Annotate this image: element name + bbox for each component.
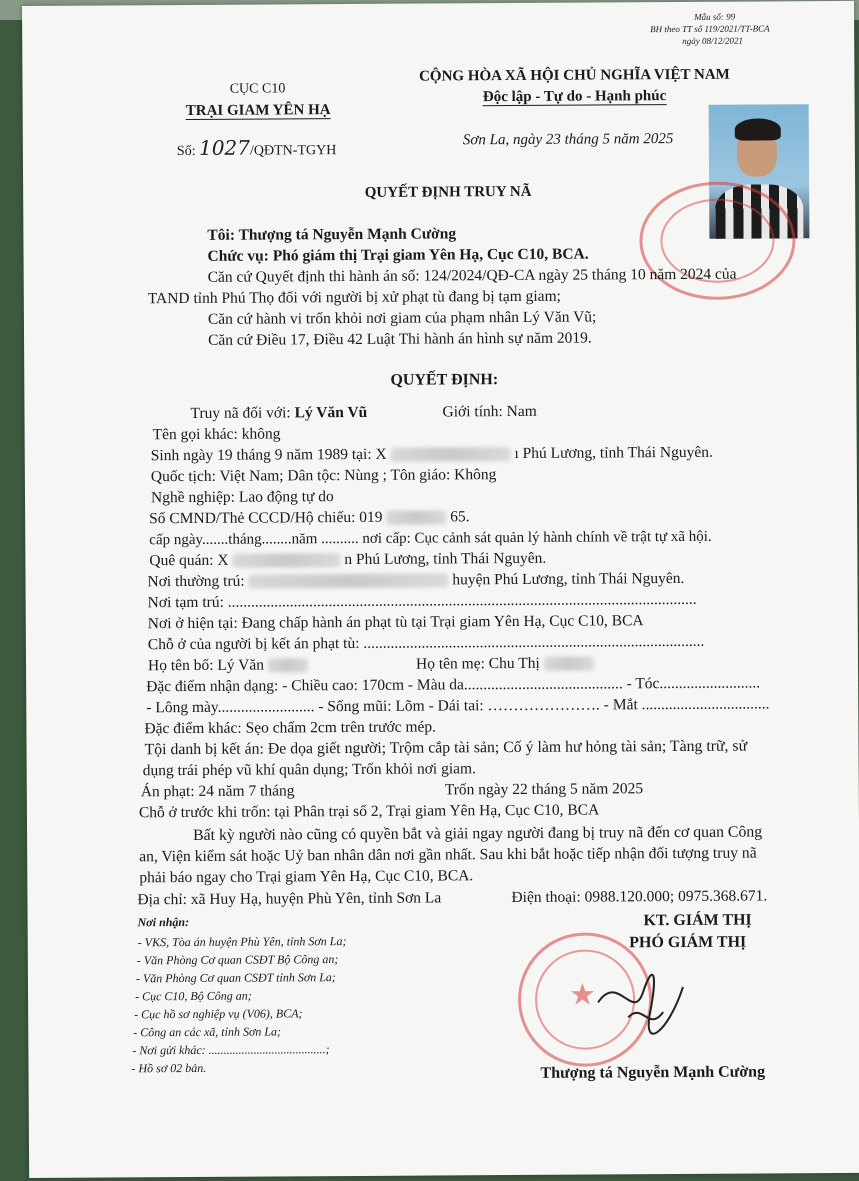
signature-title-1: KT. GIÁM THỊ (643, 911, 752, 930)
place-before-escape: Chỗ ở trước khi trốn: tại Phân trại số 2, Trại giam Yên Hạ, Cục C10, BCA (138, 801, 600, 822)
residence-part-b: huyện Phú Lương, tỉnh Thái Nguyên. (452, 569, 685, 589)
issuer-position: Chức vụ: Phó giám thị Trại giam Yên Hạ, Cục C10, BCA. (207, 245, 589, 265)
redaction-blur (248, 574, 448, 589)
current-place: Nơi ở hiện tại: Đang chấp hành án phạt tù tại Trại giam Yên Hạ, Cục C10, BCA (147, 612, 644, 633)
crimes-a: Tội danh bị kết án: Đe dọa giết người; Trộm cắp tài sản; Cố ý làm hư hỏng tài sản; Tàng trữ, sử (144, 737, 748, 759)
birth-part-a: Sinh ngày 19 tháng 9 năm 1989 tại: X (150, 445, 387, 465)
unit-name-text: TRẠI GIAM YÊN HẠ (185, 102, 331, 120)
basis-1b: TAND tỉnh Phú Thọ đối với người bị xử phạt tù đang bị tạm giam; (147, 287, 561, 308)
document-page (22, 1, 859, 1178)
country-name: CỘNG HÒA XÃ HỘI CHỦ NGHĨA VIỆT NAM (419, 66, 730, 85)
issuer-name: Tôi: Thượng tá Nguyễn Mạnh Cường (207, 225, 457, 244)
id-issue: cấp ngày.......tháng........năm .......... nơi cấp: Cục cảnh sát quản lý hành chính về trật tự xã hội. (149, 528, 712, 549)
seal-star-icon: ★ (568, 978, 597, 1012)
alias: Tên gọi khác: không (152, 425, 281, 444)
number-suffix: /QĐTN-TGYH (249, 143, 337, 159)
redaction-blur (391, 447, 511, 462)
signer-name: Thượng tá Nguyễn Mạnh Cường (540, 1063, 766, 1082)
father-label: Họ tên bố: Lý Văn (147, 656, 265, 675)
form-note-line3: ngày 08/12/2021 (682, 35, 744, 46)
redaction-blur (268, 659, 308, 673)
residence-part-a: Nơi thường trú: (147, 572, 245, 591)
basis-1a: Căn cứ Quyết định thi hành án số: 124/2024/QĐ-CA ngày 25 tháng 10 năm 2024 của (207, 265, 737, 286)
form-note-line1: Mẫu số: 99 (694, 11, 736, 22)
agency-name: CỤC C10 (229, 81, 286, 97)
id-number (149, 508, 470, 528)
features-b: - Lông mày......................... - Sống mũi: Lõm - Dái tai: …………………. - Mắt ................................. (146, 695, 770, 717)
recipients-heading: Nơi nhận: (137, 914, 190, 930)
signature-title-2: PHÓ GIÁM THỊ (629, 933, 747, 952)
decision-heading: QUYẾT ĐỊNH: (390, 371, 499, 389)
mother-name (416, 655, 594, 674)
recipient-item: - Văn Phòng Cơ quan CSĐT tỉnh Sơn La; (135, 970, 336, 986)
motto-text: Độc lập - Tự do - Hạnh phúc (482, 88, 667, 106)
gender: Giới tính: Nam (442, 402, 537, 421)
recipient-item: - Cục hồ sơ nghiệp vụ (V06), BCA; (134, 1006, 303, 1022)
hometown-part-a: Quê quán: X (149, 551, 229, 570)
form-note-line2: BH theo TT số 119/2021/TT-BCA (650, 23, 770, 35)
wanted-label: Truy nã đối với: (190, 404, 291, 422)
mother-label: Họ tên mẹ: Chu Thị (415, 654, 540, 673)
notice-b: an, Viện kiểm sát hoặc Uỷ ban nhân dân nơi gần nhất. Sau khi bắt hoặc tiếp nhận đối tượng truy nã (139, 844, 757, 866)
father-name (148, 656, 308, 675)
place-date: Sơn La, ngày 23 tháng 5 năm 2025 (462, 131, 674, 149)
birth-part-b: ı Phú Lương, tỉnh Thái Nguyên. (514, 443, 713, 463)
hometown (149, 550, 546, 570)
recipient-item: - Văn Phòng Cơ quan CSĐT Bộ Công an; (136, 952, 339, 968)
basis-3: Căn cứ Điều 17, Điều 42 Luật Thi hành án hình sự năm 2019. (207, 329, 592, 349)
sentence: Án phạt: 24 năm 7 tháng (140, 782, 295, 801)
recipient-item: - Hồ sơ 02 bản. (131, 1060, 207, 1076)
unit-name (171, 101, 346, 120)
recipient-item: - Nơi gửi khác: .......................................; (132, 1042, 330, 1058)
basis-2: Căn cứ hành vi trốn khỏi nơi giam của phạm nhân Lý Văn Vũ; (207, 308, 597, 328)
contact-address: Địa chỉ: xã Huy Hạ, huyện Phù Yên, tỉnh Sơn La (137, 889, 442, 909)
id-part-a: Số CMND/Thẻ CCCD/Hộ chiếu: 019 (149, 508, 383, 528)
features-a: Đặc điểm nhận dạng: - Chiều cao: 170cm - Màu da......................................... - Tóc.......................... (146, 674, 761, 696)
temp-residence: Nơi tạm trú: ......................................................................................................................... (147, 590, 697, 612)
hometown-part-b: n Phú Lương, tỉnh Thái Nguyên. (344, 549, 547, 569)
number-prefix: Số: (176, 143, 196, 160)
signature-scribble (588, 962, 698, 1043)
recipient-item: - Công an các xã, tỉnh Sơn La; (133, 1024, 282, 1040)
document-title: QUYẾT ĐỊNH TRUY NÃ (364, 183, 532, 201)
permanent-residence (147, 570, 684, 591)
wanted-line (190, 404, 367, 423)
redaction-blur (232, 554, 340, 569)
notice-c: phải báo ngay cho Trại giam Yên Hạ, Cục C10, BCA. (139, 867, 474, 887)
recipient-item: - VKS, Tòa án huyện Phù Yên, tỉnh Sơn La; (137, 934, 347, 950)
other-features: Đặc điểm khác: Sẹo chấm 2cm trên trước mép. (144, 718, 437, 738)
contact-phone: Điện thoại: 0988.120.000; 0975.368.671. (511, 887, 768, 907)
recipient-item: - Cục C10, Bộ Công an; (135, 988, 252, 1004)
document-number (176, 135, 337, 161)
id-part-b: 65. (450, 508, 470, 526)
nationality: Quốc tịch: Việt Nam; Dân tộc: Nùng ; Tôn giáo: Không (150, 466, 497, 486)
wanted-name: Lý Văn Vũ (294, 403, 368, 422)
crimes-b: dụng trái phép vũ khí quân dụng; Trốn khỏi nơi giam. (142, 760, 476, 780)
escape-date: Trốn ngày 22 tháng 5 năm 2025 (444, 780, 644, 799)
occupation: Nghề nghiệp: Lao động tự do (150, 488, 334, 507)
redaction-blur (544, 657, 594, 671)
motto (435, 87, 715, 107)
redaction-blur (386, 511, 446, 525)
birth-info (151, 444, 713, 465)
convict-place: Chỗ ở của người bị kết án phạt tù: ........................................................................................ (147, 632, 705, 654)
number-handwritten: 1027 (198, 135, 251, 160)
photo-hair (735, 118, 781, 140)
notice-a: Bất kỳ người nào cũng có quyền bắt và giải ngay người đang bị truy nã đến cơ quan Công (193, 823, 763, 844)
